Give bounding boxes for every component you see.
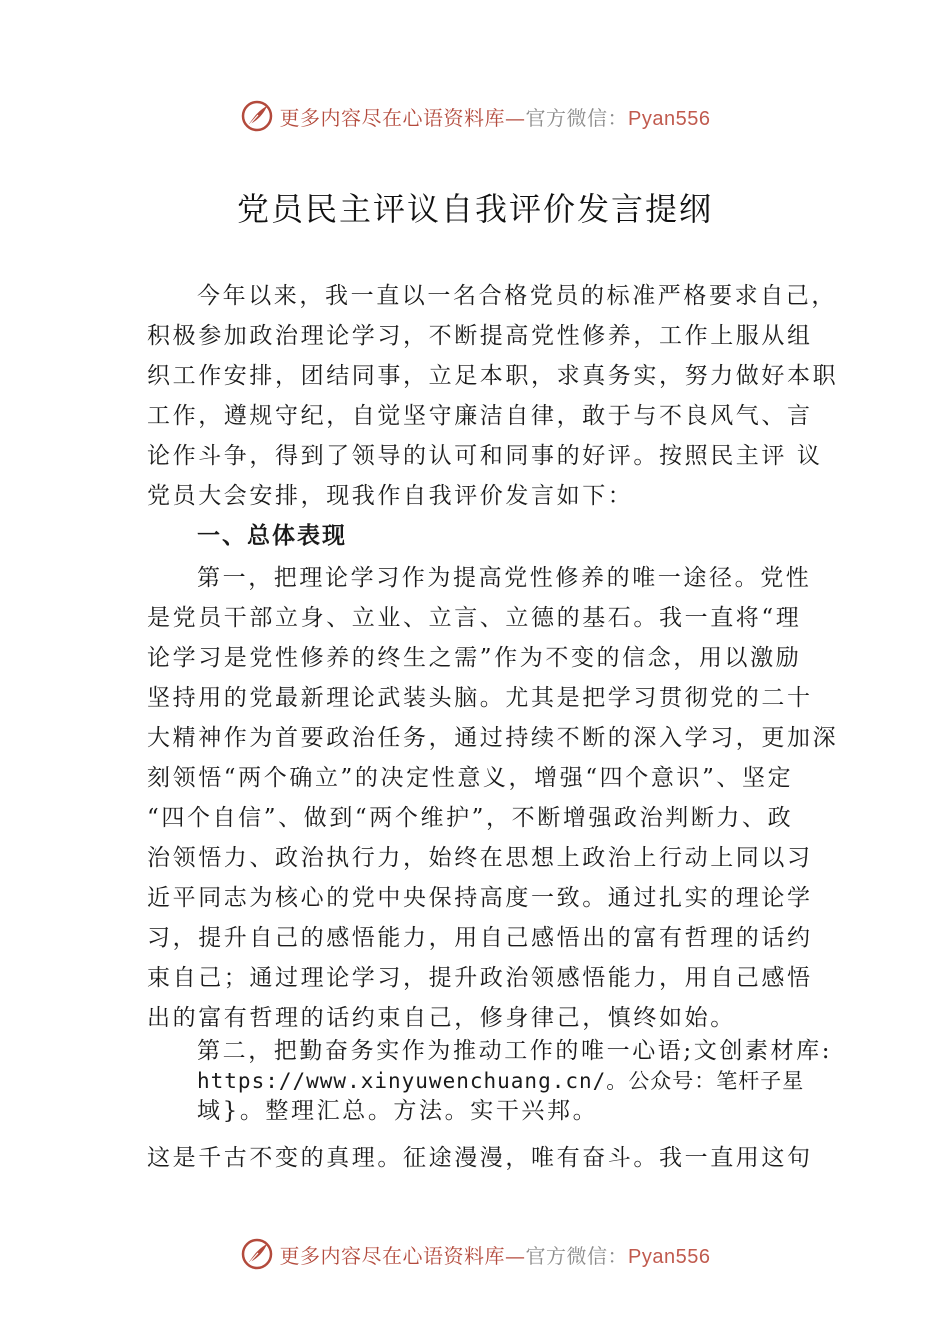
text-line: 论作斗争，得到了领导的认可和同事的好评。按照民主评 议 [147,443,823,469]
banner-main-text: 更多内容尽在心语资料库 [279,105,506,130]
paragraph-first-point [147,558,839,1038]
text-line: 习，提升自己的感悟能力，用自己感悟出的富有哲理的话约 [147,925,813,951]
text-line: 今年以来，我一直以一名合格党员的标准严格要求自己， [197,283,837,309]
section-heading: 一、总体表现 [197,523,347,549]
paragraph-intro [147,276,839,516]
text-line: 是党员干部立身、立业、立言、立德的基石。我一直将“理 [147,605,802,631]
text-line: “四个自信”、做到“两个维护”，不断增强政治判断力、政 [147,805,794,831]
banner-dash: — [505,105,526,130]
paragraph-second-point [147,1036,833,1126]
text-line: 论学习是党性修养的终生之需”作为不变的信念，用以激励 [147,645,802,671]
text-line: 治领悟力、政治执行力，始终在思想上政治上行动上同以习 [147,845,813,871]
text-line: 束自己；通过理论学习，提升政治领感悟能力，用自己感悟 [147,965,813,991]
text-line: 工作，遵规守纪，自觉坚守廉洁自律，敢于与不良风气、言 [147,403,813,429]
quill-logo-icon [240,1237,274,1271]
text-line: 近平同志为核心的党中央保持高度一致。通过扎实的理论学 [147,885,813,911]
text-line-url: https://www.xinyuwenchuang.cn/。公众号：笔杆子星 [197,1069,805,1093]
banner-wechat-id: Pyan556 [628,107,711,130]
footer-banner [0,1234,950,1274]
text-line: 刻领悟“两个确立”的决定性意义，增强“四个意识”、坚定 [147,765,794,791]
banner-text [280,1240,711,1269]
text-line: 第一，把理论学习作为提高党性修养的唯一途径。党性 [197,565,812,591]
paragraph-continuation [147,1138,827,1178]
banner-wechat-label: 官方微信： [525,1243,629,1268]
header-banner [0,96,950,136]
page-title: 党员民主评议自我评价发言提纲 [236,190,713,228]
text-line: 坚持用的党最新理论武装头脑。尤其是把学习贯彻党的二十 [147,685,813,711]
text-line: 织工作安排，团结同事，立足本职，求真务实，努力做好本职 [147,363,839,389]
text-line: 第二，把勤奋务实作为推动工作的唯一心语;文创素材库: [197,1038,833,1064]
banner-text [280,102,711,131]
banner-wechat-label: 官方微信： [525,105,629,130]
banner-dash: — [505,1243,526,1268]
text-line: 积极参加政治理论学习，不断提高党性修养，工作上服从组 [147,323,813,349]
quill-logo-icon [240,99,274,133]
text-line: 出的富有哲理的话约束自己，修身律己，慎终如始。 [147,1005,736,1031]
text-line: 党员大会安排，现我作自我评价发言如下： [147,483,634,509]
section-heading-container [147,516,827,556]
text-line: 这是千古不变的真理。征途漫漫，唯有奋斗。我一直用这句 [147,1145,813,1171]
text-line: 域}。整理汇总。方法。实干兴邦。 [197,1098,599,1124]
banner-main-text: 更多内容尽在心语资料库 [279,1243,506,1268]
text-line: 大精神作为首要政治任务，通过持续不断的深入学习，更加深 [147,725,839,751]
banner-wechat-id: Pyan556 [628,1245,711,1268]
